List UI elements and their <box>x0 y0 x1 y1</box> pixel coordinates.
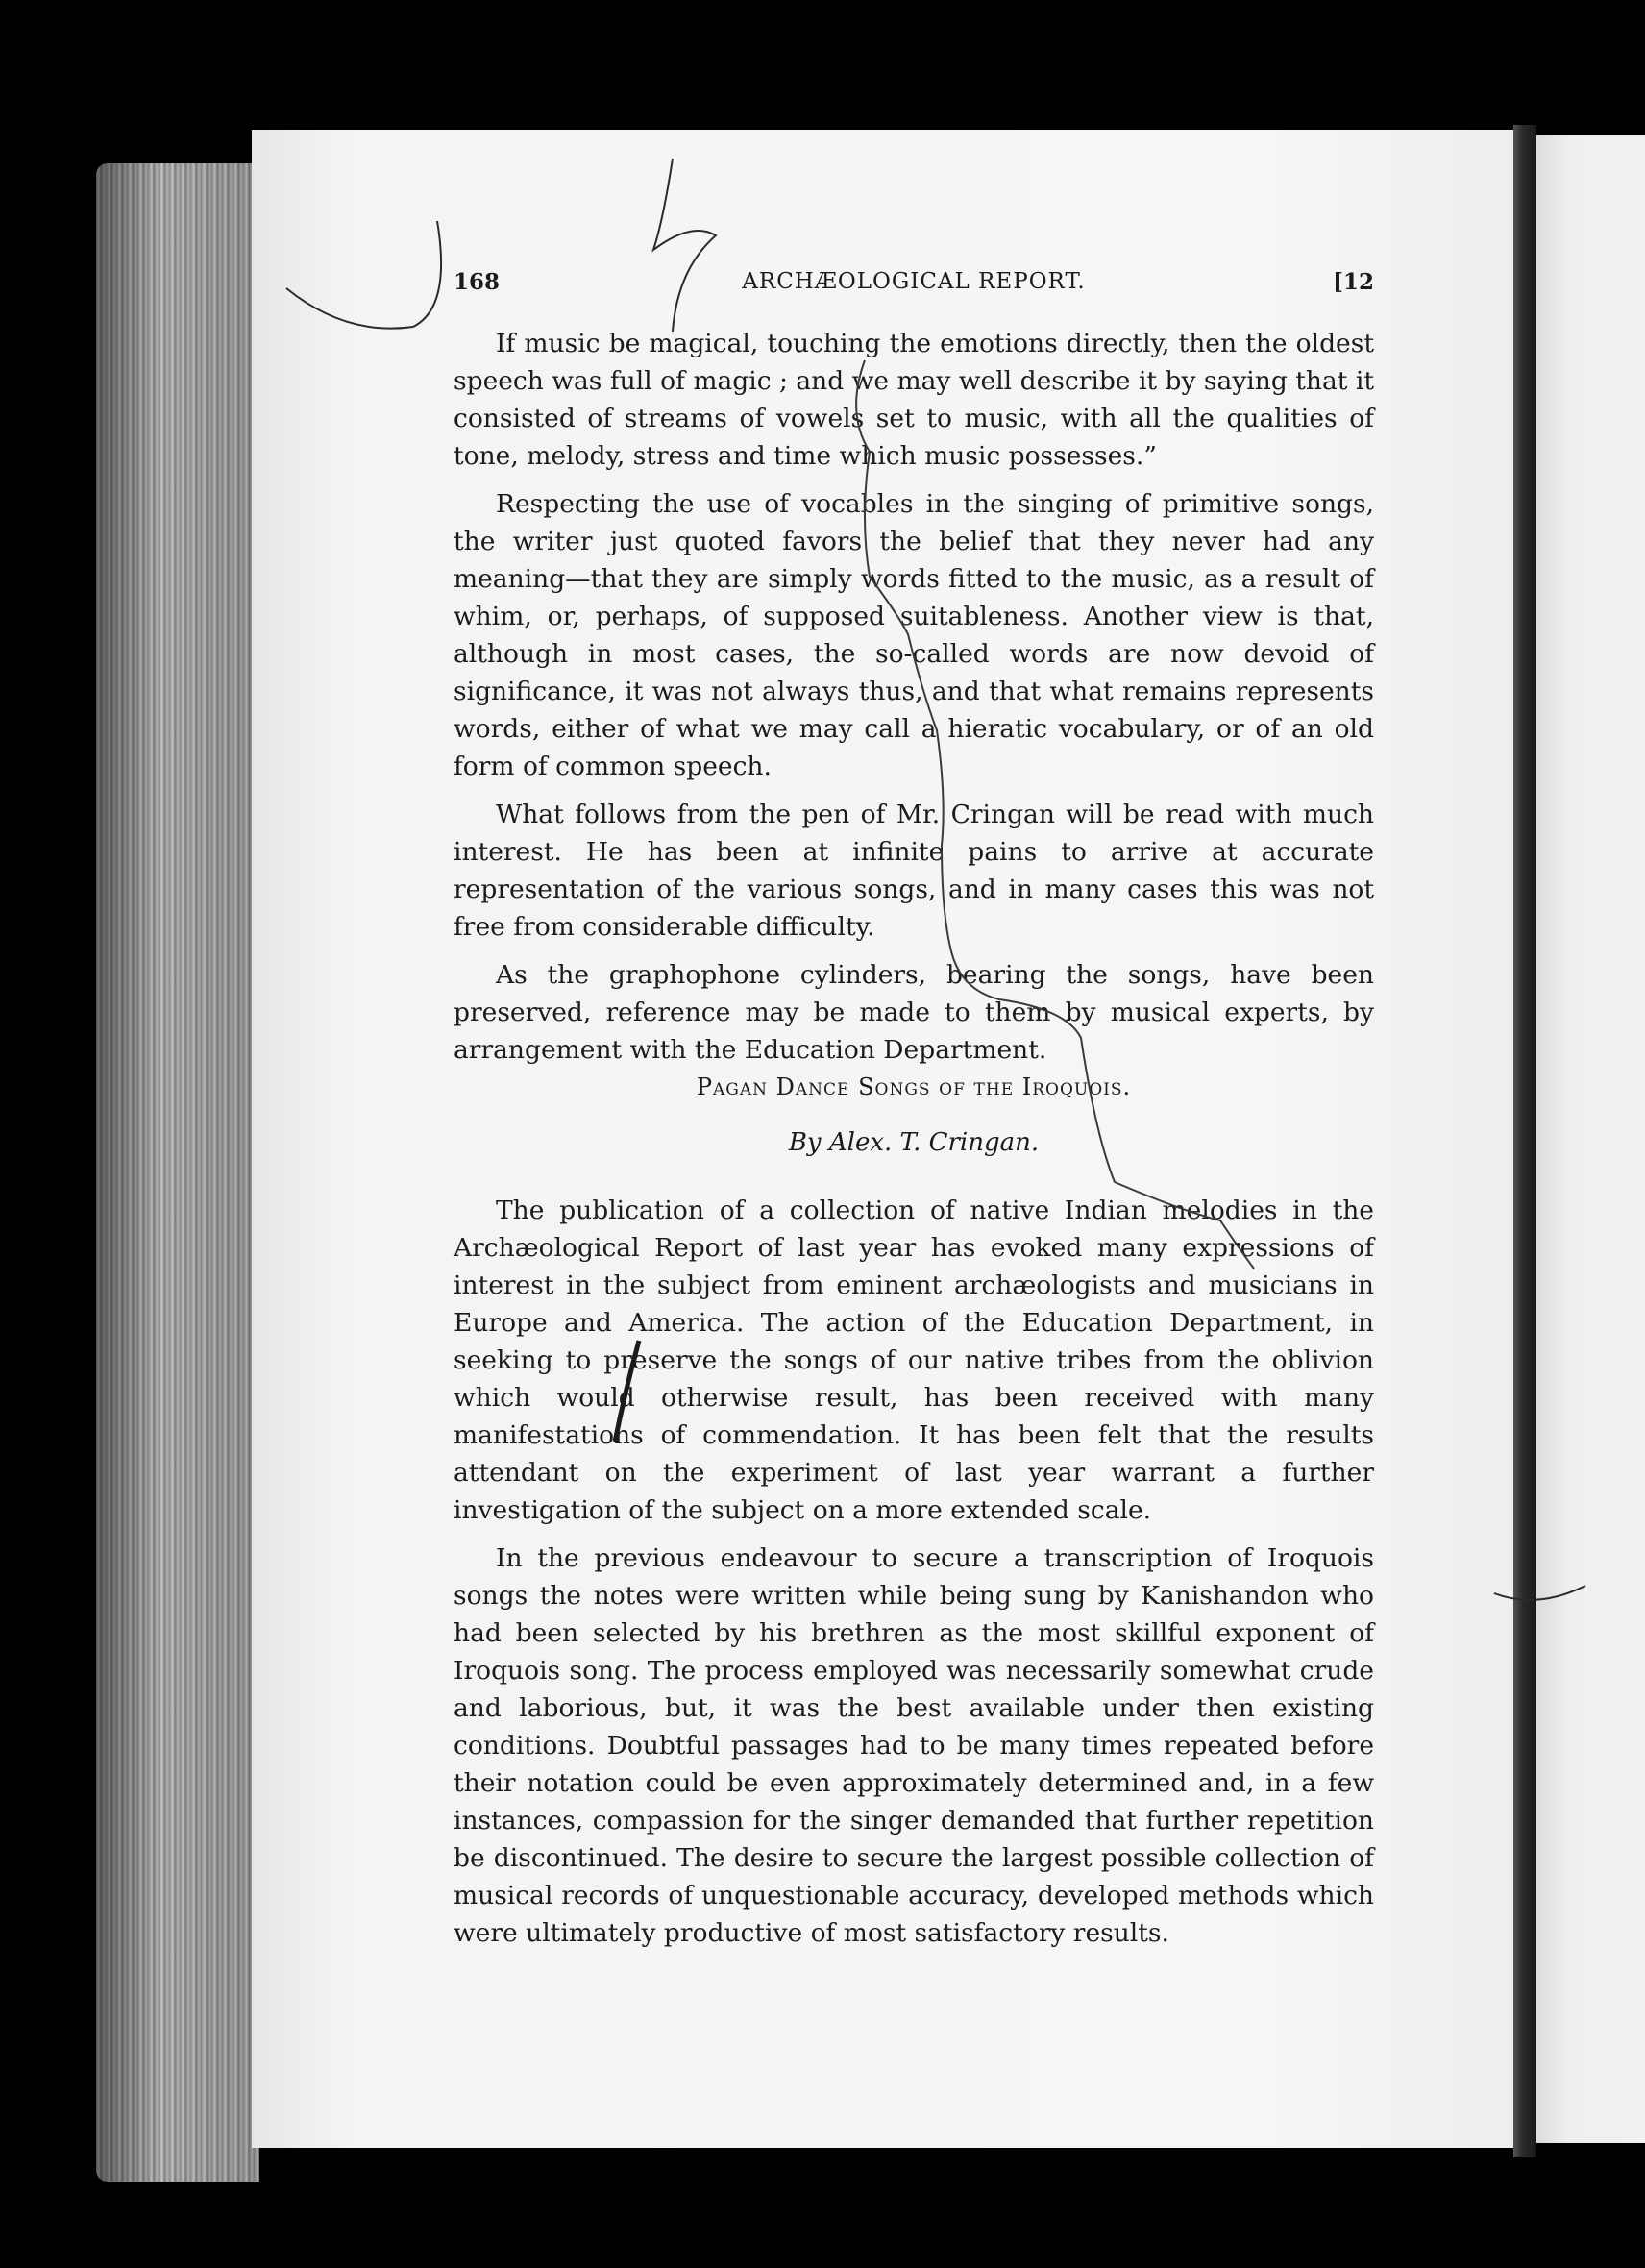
body-text-bottom <box>454 1192 1374 1962</box>
paragraph: In the previous endeavour to secure a transcription of Iroquois songs the notes were written while being sung by Kanishandon who had been selected by his brethren as the most skillful exponent of Iroquois song. The process employed was necessarily somewhat crude and laborious, but, it was the best available under then existing conditions. Doubtful passages had to be many times repeated before their notation could be even approximately determined and, in a few instances, compassion for the singer demanded that further repetition be discontinued. The desire to secure the largest possible collection of musical records of unquestionable accuracy, developed methods which were ultimately productive of most satisfactory results. <box>454 1543 1374 1948</box>
author-byline: By Alex. T. Cringan. <box>788 1128 1040 1157</box>
paragraph: What follows from the pen of Mr. Cringan will be read with much interest. He has been at infinite pains to arrive at accurate representation of the various songs, and in many cases this was not free from considerable difficulty. <box>454 800 1374 942</box>
book-edge-shadow <box>96 163 259 2182</box>
paragraph: Respecting the use of vocables in the singing of primitive songs, the writer just quoted favors the belief that they never had any meaning—that they are simply words fitted to the music, as a result of whim, or, perhaps, of supposed suitableness. Another view is that, although in most cases, the so-called words are now devoid of significance, it was not always thus, and that what remains represents words, either of what we may call a hieratic vocabulary, or of an old form of common speech. <box>454 489 1374 781</box>
running-title: ARCHÆOLOGICAL REPORT. <box>742 269 1086 294</box>
section-title: Pagan Dance Songs of the Iroquois. <box>696 1073 1132 1100</box>
body-text-top <box>454 325 1374 1079</box>
page-gutter <box>1513 125 1536 2157</box>
page-number: 168 <box>454 269 501 295</box>
section-marker: [12 <box>1333 269 1374 295</box>
facing-page-edge <box>1536 135 1645 2143</box>
paragraph: The publication of a collection of native Indian melodies in the Archæological Report of last year has evoked many expressions of interest in the subject from eminent archæologists and musicians in Europe and America. The action of the Education Department, in seeking to preserve the songs of our native tribes from the oblivion which would otherwise result, has been received with many manifestations of commendation. It has been felt that the results attendant on the experiment of last year warrant a further investigation of the subject on a more extended scale. <box>454 1196 1374 1525</box>
running-header <box>454 269 1374 302</box>
paragraph: As the graphophone cylinders, bearing the songs, have been preserved, reference may be made to them by musical experts, by arrangement with the Education Department. <box>454 960 1374 1065</box>
paragraph: If music be magical, touching the emotions directly, then the oldest speech was full of magic ; and we may well describe it by saying that it consisted of streams of vowels set to music, with all the qualities of tone, melody, stress and time which music possesses.” <box>454 329 1374 471</box>
section-heading-block <box>454 1069 1374 1161</box>
